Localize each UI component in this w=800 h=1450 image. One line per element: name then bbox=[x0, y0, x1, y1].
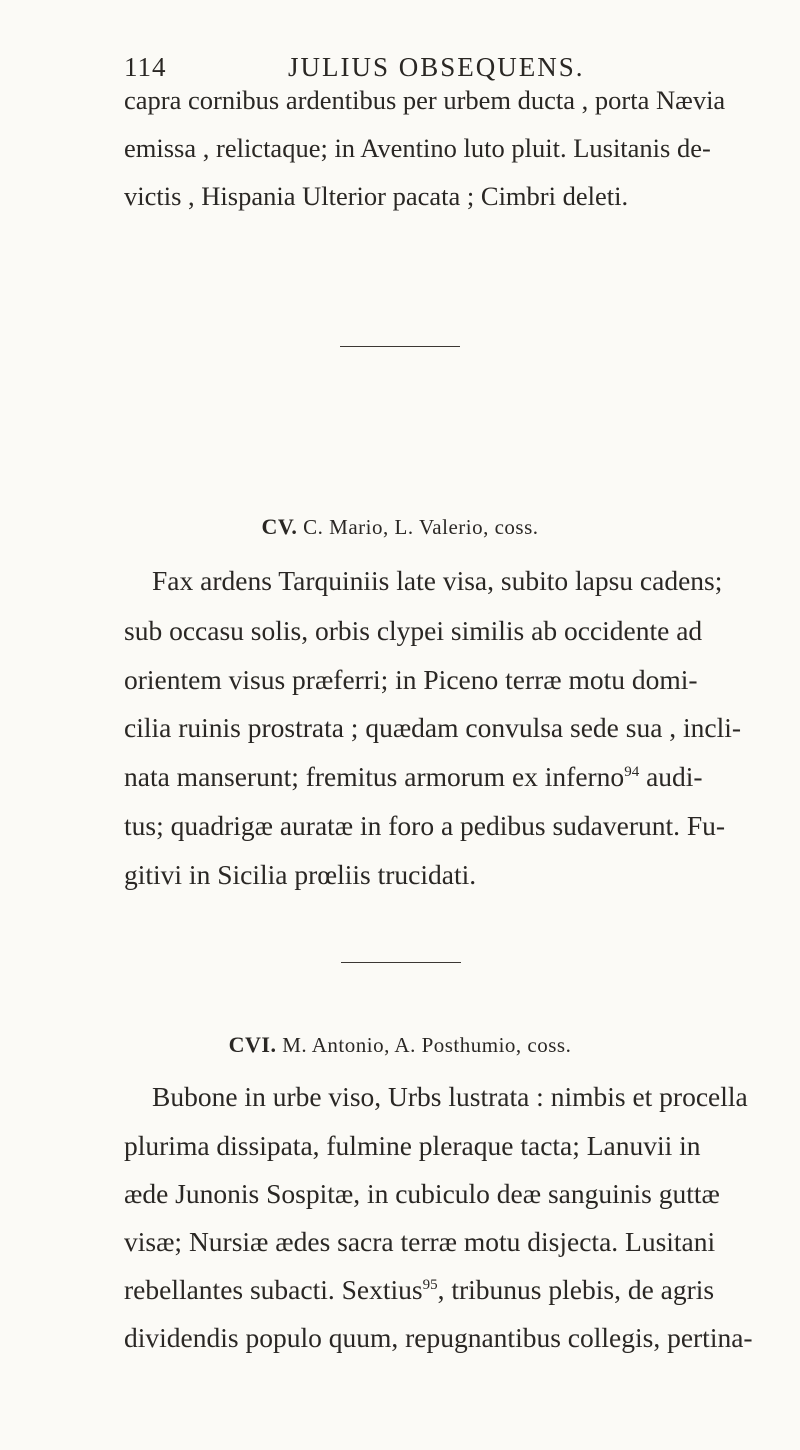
text-line: Bubone in urbe viso, Urbs lustrata : nimbis et procella bbox=[152, 1081, 748, 1112]
line-text: audi- bbox=[646, 761, 703, 792]
consuls-line: M. Antonio, A. Posthumio, coss. bbox=[282, 1033, 572, 1057]
line-text: , tribunus plebis, de agris bbox=[437, 1274, 715, 1305]
text-line bbox=[124, 761, 703, 793]
footnote-marker[interactable]: 94 bbox=[624, 764, 640, 780]
section-number: CV. bbox=[261, 514, 298, 539]
section-number: CVI. bbox=[228, 1032, 277, 1057]
text-line: visæ; Nursiæ ædes sacra terræ motu disjecta. Lusitani bbox=[124, 1226, 716, 1257]
text-line: capra cornibus ardentibus per urbem ducta , porta Nævia bbox=[124, 85, 726, 115]
footnote-group bbox=[624, 761, 702, 793]
text-line: æde Junonis Sospitæ, in cubiculo deæ sanguinis guttæ bbox=[124, 1178, 720, 1209]
text-line: gitivi in Sicilia prœliis trucidati. bbox=[124, 859, 477, 890]
text-line: orientem visus præferri; in Piceno terræ motu domi- bbox=[124, 664, 698, 695]
section-heading-cv bbox=[0, 514, 800, 540]
text-line: dividendis populo quum, repugnantibus collegis, pertina- bbox=[124, 1322, 753, 1353]
text-line: victis , Hispania Ulterior pacata ; Cimbri deleti. bbox=[124, 181, 629, 211]
text-line: tus; quadrigæ auratæ in foro a pedibus sudaverunt. Fu- bbox=[124, 810, 726, 841]
consuls-line: C. Mario, L. Valerio, coss. bbox=[303, 515, 539, 539]
text-line bbox=[124, 1274, 715, 1306]
text-line: cilia ruinis prostrata ; quædam convulsa sede sua , incli- bbox=[124, 712, 742, 743]
text-line: emissa , relictaque; in Aventino luto pluit. Lusitanis de- bbox=[124, 133, 711, 163]
line-text-group bbox=[124, 1274, 438, 1306]
page-number: 114 bbox=[124, 52, 167, 82]
section-heading-cvi bbox=[0, 1032, 800, 1058]
text-line: Fax ardens Tarquiniis late visa, subito lapsu cadens; bbox=[152, 565, 723, 596]
section-divider bbox=[340, 346, 460, 347]
footnote-marker[interactable]: 95 bbox=[422, 1277, 438, 1293]
line-text: rebellantes subacti. Sextius bbox=[124, 1274, 423, 1305]
line-text: nata manserunt; fremitus armorum ex inferno bbox=[124, 761, 625, 792]
running-title: JULIUS OBSEQUENS. bbox=[288, 52, 585, 82]
section-divider bbox=[341, 962, 461, 963]
text-line: sub occasu solis, orbis clypei similis ab occidente ad bbox=[124, 615, 703, 646]
text-line: plurima dissipata, fulmine pleraque tacta; Lanuvii in bbox=[124, 1130, 701, 1161]
